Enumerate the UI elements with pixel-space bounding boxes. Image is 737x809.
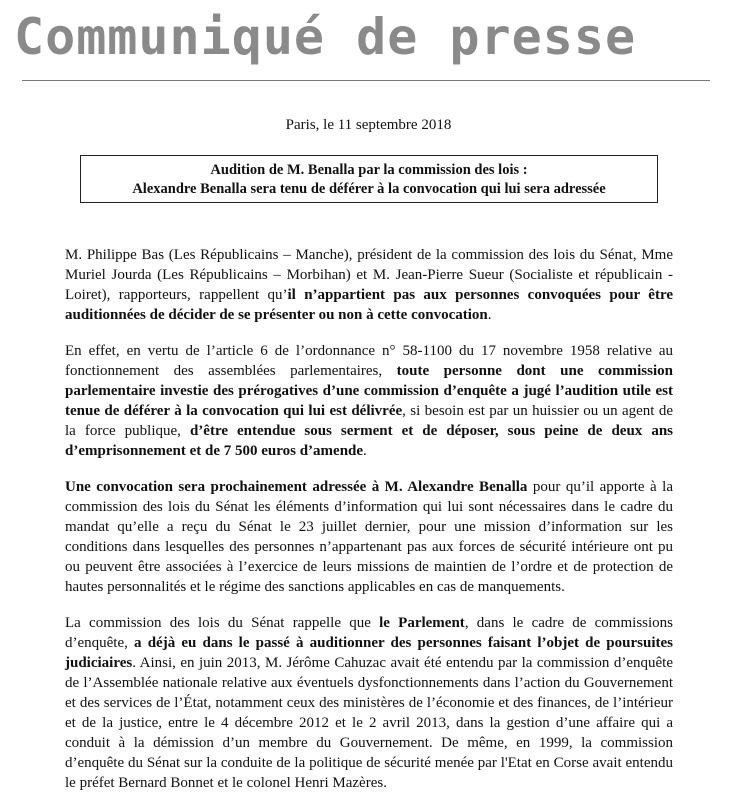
bold-segment: Une convocation sera prochainement adressée à M. Alexandre Benalla bbox=[65, 479, 528, 495]
paragraph-3 bbox=[65, 477, 673, 597]
text-segment: , si besoin est par un huissier ou un agent de la force publique, bbox=[65, 403, 673, 439]
text-segment: En effet, en vertu de l’article 6 de l’ordonnance n° 58-1100 du 17 novembre 1958 relative au fonctionnement des assemblées parlementaires, bbox=[65, 343, 673, 379]
headline-box bbox=[80, 155, 658, 203]
headline-line-1: Audition de M. Benalla par la commission des lois : bbox=[210, 162, 528, 178]
headline-line-2: Alexandre Benalla sera tenu de déférer à la convocation qui lui sera adressée bbox=[132, 181, 606, 197]
text-segment: . bbox=[487, 307, 492, 323]
bold-segment: toute personne dont une commission parlementaire investie des prérogatives d’une commission d’enquête a jugé l’audition utile est tenue de déférer à la convocation qui lui est délivrée bbox=[65, 363, 673, 419]
bold-segment: il n’appartient pas aux personnes convoquées pour être auditionnées de décider de se présenter ou non à cette convocation bbox=[65, 287, 673, 323]
text-segment: La commission des lois du Sénat rappelle que bbox=[65, 615, 380, 631]
text-segment: , dans le cadre de commissions d’enquête, bbox=[65, 615, 673, 651]
text-segment: M. Philippe Bas (Les Républicains – Manche), président de la commission des lois du Sénat, Mme Muriel Jourda (Les Républicains – Morbihan) et M. Jean-Pierre Sueur (Socialiste et républicain - Loiret), rapporteurs, rappellent qu’ bbox=[65, 247, 673, 303]
paragraph-1 bbox=[65, 245, 673, 325]
masthead-title: Communiqué de presse bbox=[14, 8, 637, 66]
paragraph-4 bbox=[65, 613, 673, 793]
paragraph-2 bbox=[65, 341, 673, 461]
press-release-body bbox=[65, 245, 673, 809]
bold-segment: a déjà eu dans le passé à auditionner des personnes faisant l’objet de poursuites judiciaires bbox=[65, 635, 673, 671]
dateline: Paris, le 11 septembre 2018 bbox=[285, 117, 452, 133]
bold-segment: d’être entendue sous serment et de déposer, sous peine de deux ans d’emprisonnement et de 7 500 euros d’amende bbox=[65, 423, 673, 459]
text-segment: . bbox=[363, 443, 367, 459]
header-divider bbox=[22, 80, 710, 81]
text-segment: pour qu’il apporte à la commission des lois du Sénat les éléments d’information qui lui sont nécessaires dans le cadre du mandat qu’elle a reçu du Sénat le 23 juillet dernier, pour une mission d’information sur les conditions dans lesquelles des personnes n’appartenant pas aux forces de sécurité intérieure ont pu ou peuvent être associées à l’exercice de leurs missions de maintien de l’ordre et de protection de hautes personnalités et le régime des sanctions applicables en cas de manquements. bbox=[65, 479, 673, 595]
bold-segment: le Parlement bbox=[379, 615, 465, 631]
text-segment: . Ainsi, en juin 2013, M. Jérôme Cahuzac avait été entendu par la commission d’enquête de l’Assemblée nationale relative aux éventuels dysfonctionnements dans l’action du Gouvernement et des services de l’État, notamment ceux des ministères de l’économie et des finances, de l’intérieur et de la justice, entre le 4 décembre 2012 et le 2 avril 2013, dans la gestion d’une affaire qui a conduit à la démission d’un membre du Gouvernement. De même, en 1999, la commission d’enquête du Sénat sur la conduite de la politique de sécurité menée par l'Etat en Corse avait entendu le préfet Bernard Bonnet et le colonel Henri Mazères. bbox=[65, 655, 673, 791]
